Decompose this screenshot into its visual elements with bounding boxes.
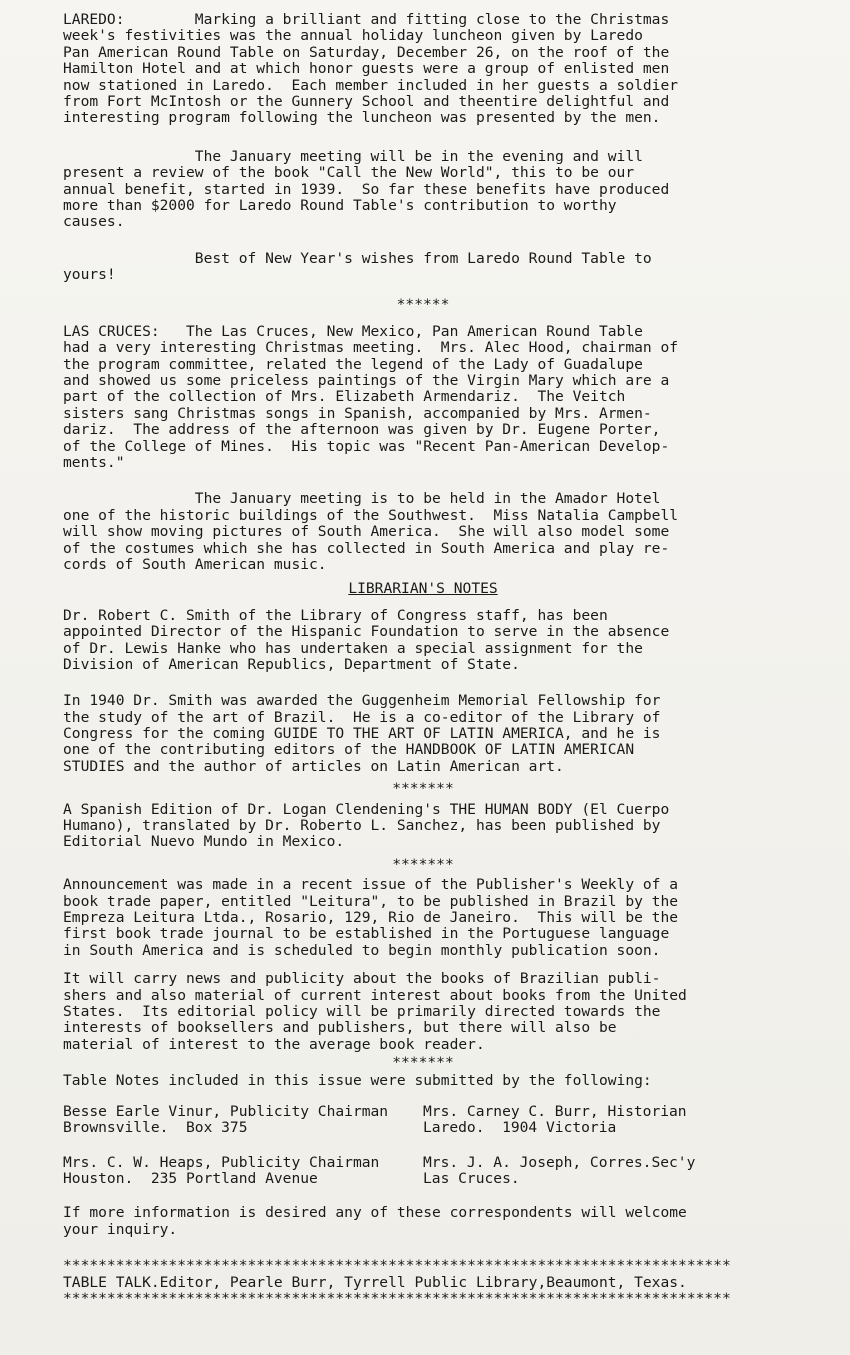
text-line: more than $2000 for Laredo Round Table's contribution to worthy xyxy=(63,196,617,214)
text-line: had a very interesting Christmas meeting. Mrs. Alec Hood, chairman of xyxy=(63,339,679,357)
text-line: first book trade journal to be established in the Portuguese language xyxy=(63,925,670,943)
text-line: Editorial Nuevo Mundo in Mexico. xyxy=(63,833,345,851)
text-line: from Fort McIntosh or the Gunnery School and theentire delightful and xyxy=(63,92,670,110)
contributor-row xyxy=(63,1104,783,1137)
text-line: cords of South American music. xyxy=(63,555,327,573)
text-line: LAS CRUCES: The Las Cruces, New Mexico, Pan American Round Table xyxy=(63,322,643,340)
librarian-paragraph-4 xyxy=(63,877,783,959)
text-line: Dr. Robert C. Smith of the Library of Congress staff, has been xyxy=(63,606,608,624)
text-line: If more information is desired any of these correspondents will welcome xyxy=(63,1204,687,1222)
text-line: Mrs. J. A. Joseph, Corres.Sec'y xyxy=(423,1153,696,1171)
text-line: shers and also material of current interest about books from the United xyxy=(63,986,687,1004)
contributor-right xyxy=(423,1155,783,1188)
text-line: Hamilton Hotel and at which honor guests were a group of enlisted men xyxy=(63,60,670,78)
text-line: It will carry news and publicity about the books of Brazilian publi- xyxy=(63,970,661,988)
contributor-row xyxy=(63,1155,783,1188)
contributor-left xyxy=(63,1155,423,1188)
text-line: appointed Director of the Hispanic Foundation to serve in the absence xyxy=(63,623,670,641)
text-line: Las Cruces. xyxy=(423,1170,520,1188)
laredo-paragraph-1 xyxy=(63,12,783,127)
librarians-notes-heading: LIBRARIAN'S NOTES xyxy=(348,580,498,598)
text-line: Humano), translated by Dr. Roberto L. Sanchez, has been published by xyxy=(63,817,661,835)
text-line: the program committee, related the legend of the Lady of Guadalupe xyxy=(63,355,643,373)
footer-stars-top: **************************************************************************** xyxy=(63,1258,731,1275)
text-line: now stationed in Laredo. Each member included in her guests a soldier xyxy=(63,76,679,94)
section-separator: ******* xyxy=(392,1054,454,1072)
section-separator: ****** xyxy=(396,296,450,314)
text-line: Announcement was made in a recent issue of the Publisher's Weekly of a xyxy=(63,876,679,894)
footer-stars-bottom: **************************************************************************** xyxy=(63,1291,731,1307)
text-line: week's festivities was the annual holiday luncheon given by Laredo xyxy=(63,27,643,45)
text-line: your inquiry. xyxy=(63,1220,178,1238)
text-line: dariz. The address of the afternoon was given by Dr. Eugene Porter, xyxy=(63,421,661,439)
text-line: The January meeting is to be held in the Amador Hotel xyxy=(63,490,661,508)
text-line: A Spanish Edition of Dr. Logan Clendening's THE HUMAN BODY (El Cuerpo xyxy=(63,800,670,818)
laredo-paragraph-3 xyxy=(63,251,783,284)
text-line: Laredo. 1904 Victoria xyxy=(423,1119,617,1137)
librarian-paragraph-3 xyxy=(63,802,783,851)
text-line: present a review of the book "Call the New World", this to be our xyxy=(63,164,635,182)
text-line: book trade paper, entitled "Leitura", to be published in Brazil by the xyxy=(63,892,679,910)
text-line: and showed us some priceless paintings of the Virgin Mary which are a xyxy=(63,372,670,390)
text-line: part of the collection of Mrs. Elizabeth Armendariz. The Veitch xyxy=(63,388,626,406)
text-line: annual benefit, started in 1939. So far these benefits have produced xyxy=(63,180,670,198)
text-line: Besse Earle Vinur, Publicity Chairman xyxy=(63,1102,389,1120)
text-line: sisters sang Christmas songs in Spanish, accompanied by Mrs. Armen- xyxy=(63,404,652,422)
text-line: of the College of Mines. His topic was "Recent Pan-American Develop- xyxy=(63,437,670,455)
text-line: The January meeting will be in the evening and will xyxy=(63,147,643,165)
contributor-right xyxy=(423,1104,783,1137)
text-line: In 1940 Dr. Smith was awarded the Guggenheim Memorial Fellowship for xyxy=(63,692,661,710)
text-line: Congress for the coming GUIDE TO THE ART OF LATIN AMERICA, and he is xyxy=(63,725,661,743)
text-line: Pan American Round Table on Saturday, December 26, on the roof of the xyxy=(63,43,670,61)
laredo-paragraph-2 xyxy=(63,149,783,231)
text-line: LAREDO: Marking a brilliant and fitting close to the Christmas xyxy=(63,11,670,28)
text-line: Mrs. C. W. Heaps, Publicity Chairman xyxy=(63,1153,380,1171)
text-line: Table Notes included in this issue were submitted by the following: xyxy=(63,1072,652,1090)
text-line: Mrs. Carney C. Burr, Historian xyxy=(423,1102,687,1120)
text-line: in South America and is scheduled to begin monthly publication soon. xyxy=(63,941,661,959)
section-separator: ******* xyxy=(392,780,454,798)
text-line: the study of the art of Brazil. He is a co-editor of the Library of xyxy=(63,708,661,726)
page-text xyxy=(63,12,783,1307)
text-line: of the costumes which she has collected in South America and play re- xyxy=(63,539,670,557)
text-line: Empreza Leitura Ltda., Rosario, 129, Rio de Janeiro. This will be the xyxy=(63,908,679,926)
las-cruces-paragraph-1 xyxy=(63,324,783,472)
text-line: one of the historic buildings of the Southwest. Miss Natalia Campbell xyxy=(63,506,679,524)
text-line: Houston. 235 Portland Avenue xyxy=(63,1170,318,1188)
closing-paragraph xyxy=(63,1205,783,1238)
text-line: Division of American Republics, Department of State. xyxy=(63,655,520,673)
text-line: interesting program following the luncheon was presented by the men. xyxy=(63,109,661,127)
text-line: will show moving pictures of South America. She will also model some xyxy=(63,523,670,541)
text-line: States. Its editorial policy will be primarily directed towards the xyxy=(63,1002,661,1020)
text-line: ments." xyxy=(63,453,125,471)
contributor-left xyxy=(63,1104,423,1137)
text-line: one of the contributing editors of the HANDBOOK OF LATIN AMERICAN xyxy=(63,741,635,759)
text-line: Brownsville. Box 375 xyxy=(63,1119,248,1137)
text-line: STUDIES and the author of articles on Latin American art. xyxy=(63,757,564,775)
librarian-paragraph-1 xyxy=(63,608,783,674)
librarian-paragraph-2 xyxy=(63,693,783,775)
footer xyxy=(63,1258,783,1307)
text-line: causes. xyxy=(63,213,125,231)
contributors-intro xyxy=(63,1073,783,1089)
text-line: of Dr. Lewis Hanke who has undertaken a special assignment for the xyxy=(63,639,643,657)
text-line: Best of New Year's wishes from Laredo Round Table to xyxy=(63,249,652,267)
text-line: material of interest to the average book reader. xyxy=(63,1035,485,1053)
section-separator: ******* xyxy=(392,855,454,873)
footer-editor-line: TABLE TALK.Editor, Pearle Burr, Tyrrell Public Library,Beaumont, Texas. xyxy=(63,1274,687,1291)
las-cruces-paragraph-2 xyxy=(63,491,783,573)
text-line: yours! xyxy=(63,266,116,284)
librarian-paragraph-5 xyxy=(63,971,783,1053)
text-line: interests of booksellers and publishers, but there will also be xyxy=(63,1019,617,1037)
